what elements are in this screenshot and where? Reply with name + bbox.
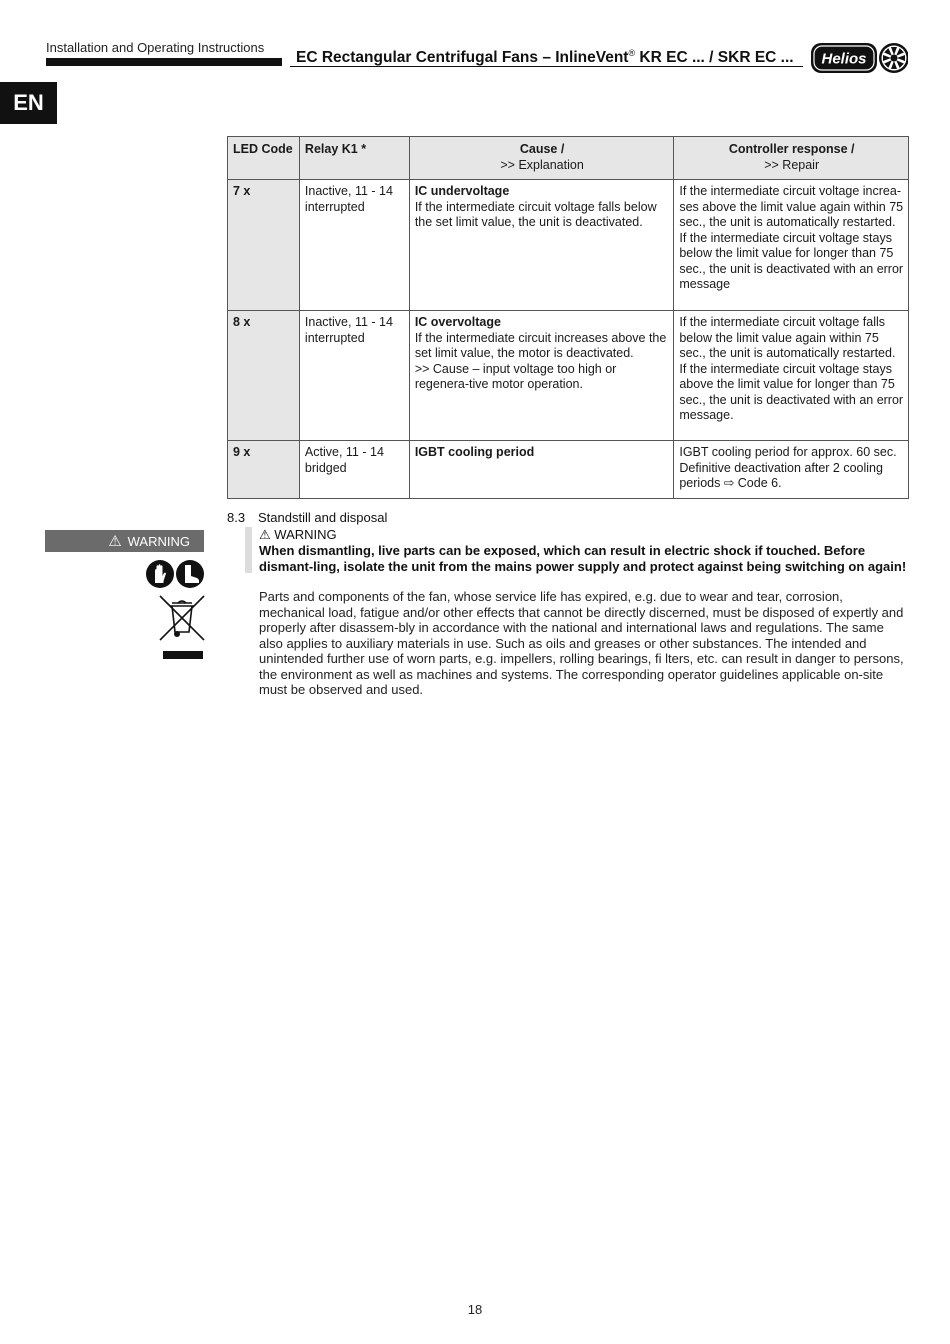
- warning-label: ⚠ WARNING: [259, 527, 337, 542]
- relay-cell: Inactive, 11 - 14 interrupted: [299, 180, 409, 311]
- cause-cell: IGBT cooling period: [409, 441, 674, 499]
- header-led-code: LED Code: [228, 137, 300, 180]
- response-cell: If the intermediate circuit voltage falls below the limit value again within 75 sec., the unit is automatically restarted. If the intermediate circuit voltage stays above the limit value for longer than 75 sec., the unit is deactivated with an error message.: [674, 311, 909, 441]
- response-cell: IGBT cooling period for approx. 60 sec. Definitive deactivation after 2 cooling periods ⇨ Code 6.: [674, 441, 909, 499]
- led-code-cell: 9 x: [228, 441, 300, 499]
- disposal-paragraph: Parts and components of the fan, whose service life has expired, e.g. due to wear and tear, corrosion, mechanical load, fatigue and/or other effects that cannot be directly discerned, must be disposed of expertly and properly after disassem-bly in accordance with the national and international laws and regulations. The same also applies to auxiliary materials in use. Such as oils and greases or other substances. The intended and unintended further use of worn parts, e.g. impellers, rolling bearings, fi lters, etc. can result in danger to persons, the environment as well as machines and systems. The corresponding operator guidelines applicable on-site must be observed and used.: [259, 589, 904, 697]
- cause-cell: IC undervoltage If the intermediate circuit voltage falls below the set limit value, the unit is deactivated.: [409, 180, 674, 311]
- crossed-out-wheelie-bin-icon: [158, 594, 206, 642]
- table-row: [228, 311, 909, 441]
- relay-cell: Active, 11 - 14 bridged: [299, 441, 409, 499]
- document-title: EC Rectangular Centrifugal Fans – InlineVent® KR EC ... / SKR EC ...: [296, 48, 794, 67]
- page-number: 18: [467, 1302, 483, 1317]
- bin-symbol-bar: [163, 651, 203, 659]
- led-code-table: [227, 136, 909, 499]
- header-response: Controller response / >> Repair: [674, 137, 909, 180]
- safety-boots-icon: [176, 560, 204, 588]
- warning-text: When dismantling, live parts can be exposed, which can result in electric shock if touched. Before dismant-ling, isolate the unit from the mains power supply and protect against being switching on again!: [259, 543, 907, 574]
- document-type: Installation and Operating Instructions: [46, 40, 265, 55]
- sidebar-warning-label: ⚠ WARNING: [45, 530, 204, 552]
- header-rule: [290, 66, 803, 67]
- warning-side-bar: [245, 527, 252, 573]
- header-cause: Cause / >> Explanation: [409, 137, 674, 180]
- helios-logo: [810, 42, 908, 74]
- table-row: [228, 180, 909, 311]
- warning-triangle-icon: ⚠: [108, 533, 122, 550]
- fan-icon: [879, 43, 908, 73]
- led-code-cell: 8 x: [228, 311, 300, 441]
- logo-text: Helios: [821, 50, 867, 68]
- warning-triangle-icon: ⚠: [259, 527, 271, 542]
- header-relay: Relay K1 *: [299, 137, 409, 180]
- language-tab: EN: [0, 82, 57, 124]
- header-bar: [46, 58, 282, 66]
- section-heading: 8.3 Standstill and disposal: [227, 510, 388, 525]
- led-code-cell: 7 x: [228, 180, 300, 311]
- response-cell: If the intermediate circuit voltage increa-ses above the limit value again within 75 sec., the unit is automatically restarted. If the intermediate circuit voltage stays below the limit value for longer than 75 sec., the unit is deactivated with an error message: [674, 180, 909, 311]
- cause-cell: IC overvoltage If the intermediate circuit increases above the set limit value, the motor is deactivated. >> Cause – input voltage too high or regenera-tive motor operation.: [409, 311, 674, 441]
- relay-cell: Inactive, 11 - 14 interrupted: [299, 311, 409, 441]
- ppe-icons: [146, 559, 206, 589]
- protective-gloves-icon: [146, 560, 174, 588]
- table-header-row: [228, 137, 909, 180]
- table-row: [228, 441, 909, 499]
